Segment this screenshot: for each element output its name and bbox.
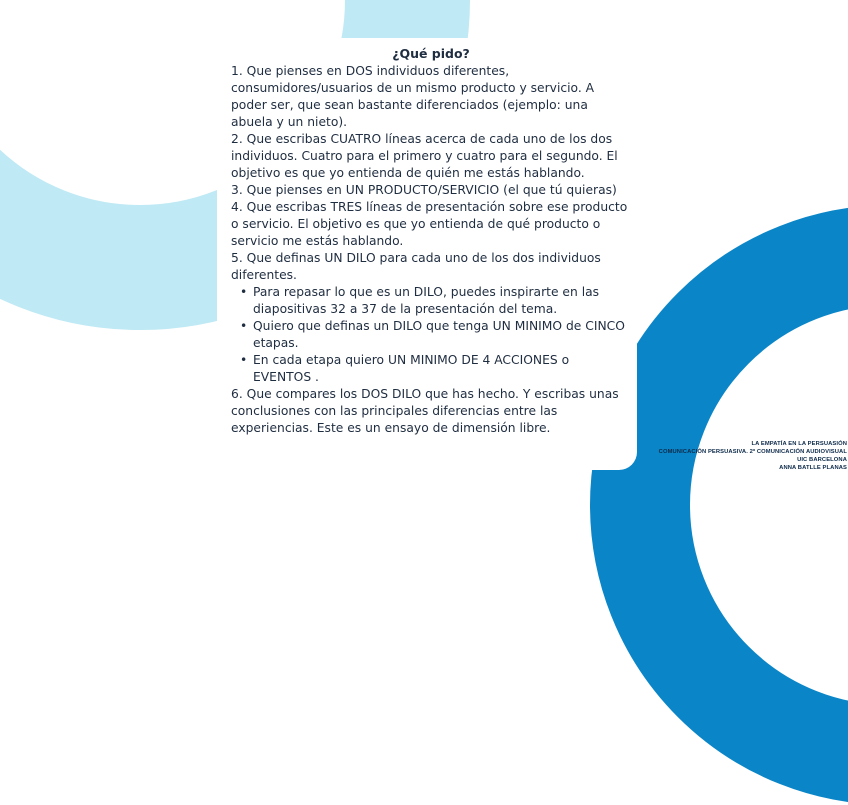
bullet-item: • Quiero que definas un DILO que tenga UN MINIMO de CINCO etapas. xyxy=(253,318,631,352)
footer-topic: LA EMPATÍA EN LA PERSUASIÓN xyxy=(751,441,847,447)
slide-body xyxy=(231,45,631,437)
item-4: 4. Que escribas TRES líneas de presentación sobre ese producto o servicio. El objetivo es que yo entienda de qué producto o servicio me estás hablando. xyxy=(231,200,628,248)
footer-author: ANNA BATLLE PLANAS xyxy=(779,465,847,471)
footer-university: UIC BARCELONA xyxy=(797,457,847,463)
slide-title: ¿Qué pido? xyxy=(392,46,470,61)
item-6: 6. Que compares los DOS DILO que has hecho. Y escribas unas conclusiones con las principales diferencias entre las experiencias. Este es un ensayo de dimensión libre. xyxy=(231,387,619,435)
item-2: 2. Que escribas CUATRO líneas acerca de cada uno de los dos individuos. Cuatro para el primero y cuatro para el segundo. El objetivo es que yo entienda de quién me estás hablando. xyxy=(231,132,618,180)
dilo-bullet-list xyxy=(231,284,631,386)
slide-footer xyxy=(547,440,847,472)
bullet-item: • Para repasar lo que es un DILO, puedes inspirarte en las diapositivas 32 a 37 de la presentación del tema. xyxy=(253,284,631,318)
item-5: 5. Que definas UN DILO para cada uno de los dos individuos diferentes. xyxy=(231,251,601,282)
bullet-item: • En cada etapa quiero UN MINIMO DE 4 ACCIONES o EVENTOS . xyxy=(253,352,631,386)
footer-course: COMUNICACIÓN PERSUASIVA. 2º COMUNICACIÓN AUDIOVISUAL xyxy=(658,449,847,455)
item-3: 3. Que pienses en UN PRODUCTO/SERVICIO (el que tú quieras) xyxy=(231,183,617,197)
item-1: 1. Que pienses en DOS individuos diferentes, consumidores/usuarios de un mismo producto y servicio. A poder ser, que sean bastante diferenciados (ejemplo: una abuela y un nieto). xyxy=(231,64,595,129)
